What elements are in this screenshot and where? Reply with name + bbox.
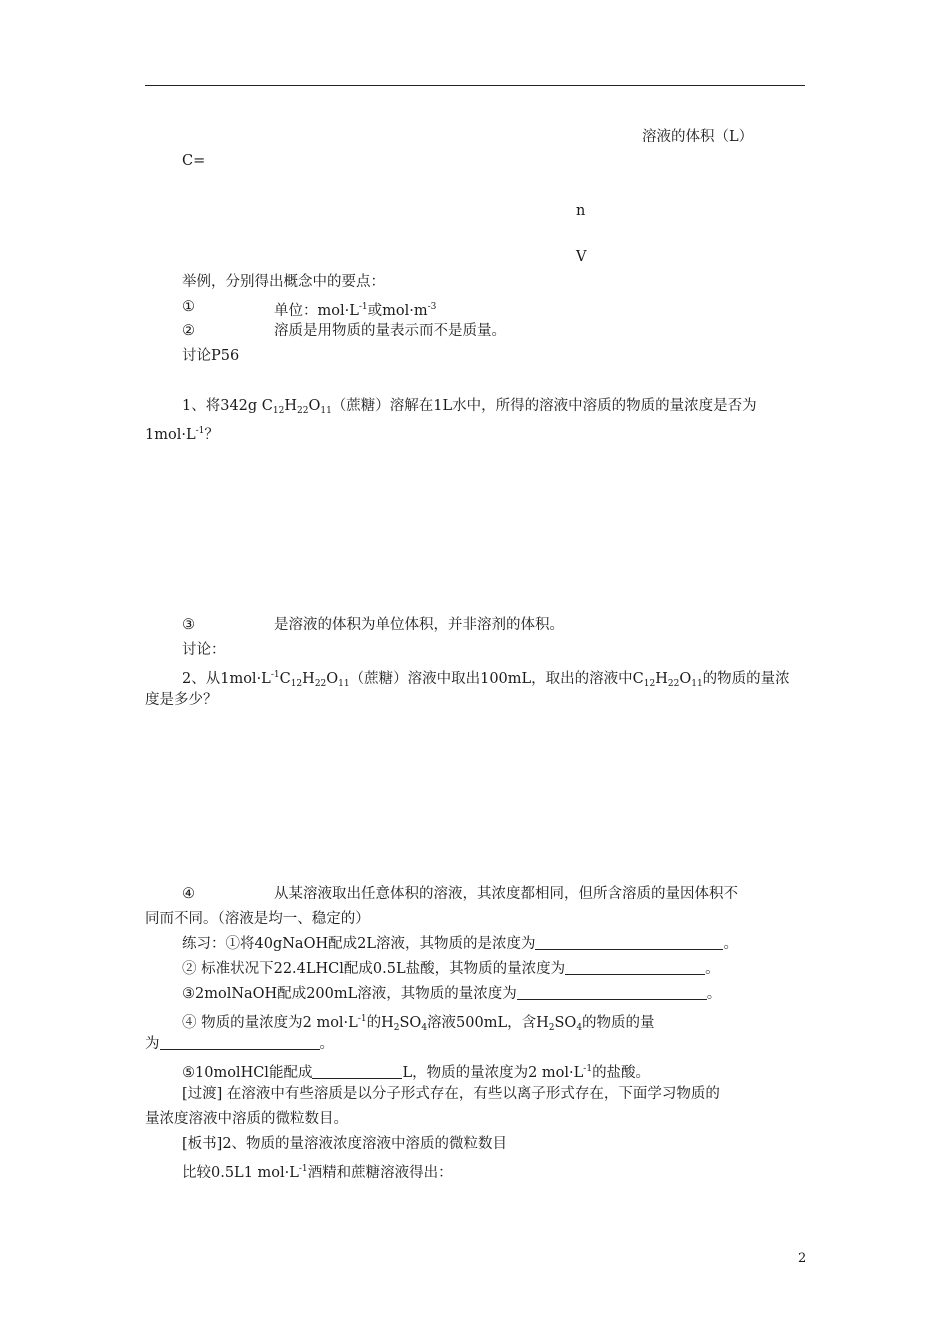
formula-n: n (576, 203, 586, 219)
question-2-line-2: 度是多少？ (145, 692, 218, 708)
question-1-line-2: $1mol\cdot L^{-1}$？ (145, 426, 219, 443)
point-1-marker: ① (182, 299, 195, 315)
intro-line: 举例，分别得出概念中的要点： (182, 274, 385, 290)
point-1-text: 单位：$mol\cdot L^{-1}$或$mol\cdot m^{-3}$ (274, 302, 437, 319)
exercise-2: ② 标准状况下22.4LHCl配成0.5L盐酸，其物质的量浓度为 。 (182, 961, 720, 977)
point-2-text: 溶质是用物质的量表示而不是质量。 (274, 323, 506, 339)
board-note: [板书]2、物质的量溶液浓度溶液中溶质的微粒数目 (182, 1136, 508, 1152)
exercise-5: ⑤10molHCl能配成 L，物质的量浓度为2 $mol\cdot L^{-1}$的盐酸。 (182, 1064, 651, 1081)
transition-line-2: 量浓度溶液中溶质的微粒数目。 (145, 1111, 348, 1127)
exercise-4-line-2: 为 。 (145, 1036, 334, 1052)
discussion-p56: 讨论P56 (182, 348, 240, 364)
point-4-line-2: 同而不同。（溶液是均一、稳定的） (145, 911, 370, 927)
answer-blank[interactable] (565, 959, 705, 975)
exercise-3: ③2molNaOH配成200mL溶液，其物质的量浓度为 。 (182, 986, 722, 1002)
exercise-1: 练习：①将40gNaOH配成2L溶液，其物质的是浓度为 。 (182, 936, 738, 952)
point-4-text: 从某溶液取出任意体积的溶液，其浓度都相同，但所含溶质的量因体积不 (274, 886, 738, 902)
formula-c-equals: C= (182, 153, 206, 169)
point-4-marker: ④ (182, 886, 195, 902)
formula-v: V (576, 249, 587, 265)
exercise-4-line-1: ④ 物质的量浓度为2 $mol\cdot L^{-1}$的$H_2SO_4$溶液500mL，含$H_2SO_4$的物质的量 (182, 1014, 655, 1033)
point-2-marker: ② (182, 323, 195, 339)
point-3-text: 是溶液的体积为单位体积，并非溶剂的体积。 (274, 617, 564, 633)
answer-blank[interactable] (160, 1034, 320, 1050)
discussion-2: 讨论： (182, 642, 226, 658)
compare-line: 比较0.5L1 $mol\cdot L^{-1}$酒精和蔗糖溶液得出： (182, 1164, 453, 1181)
question-1-line-1: 1、将342g $C_{12}H_{22}O_{11}$（蔗糖）溶解在1L水中，所得的溶液中溶质的物质的量浓度是否为 (182, 398, 757, 416)
point-3-marker: ③ (182, 617, 195, 633)
answer-blank[interactable] (517, 984, 707, 1000)
page-number: 2 (798, 1251, 807, 1266)
formula-denominator-label: 溶液的体积（L） (642, 129, 754, 145)
answer-blank[interactable] (312, 1063, 402, 1079)
header-rule (145, 85, 805, 86)
transition-line-1: [过渡] 在溶液中有些溶质是以分子形式存在，有些以离子形式存在，下面学习物质的 (182, 1086, 720, 1102)
answer-blank[interactable] (535, 934, 723, 950)
question-2-line-1: 2、从$1mol\cdot L^{-1}C_{12}H_{22}O_{11}$（蔗糖）溶液中取出100mL，取出的溶液中$C_{12}H_{22}O_{11}$的物质的量浓 (182, 670, 790, 689)
